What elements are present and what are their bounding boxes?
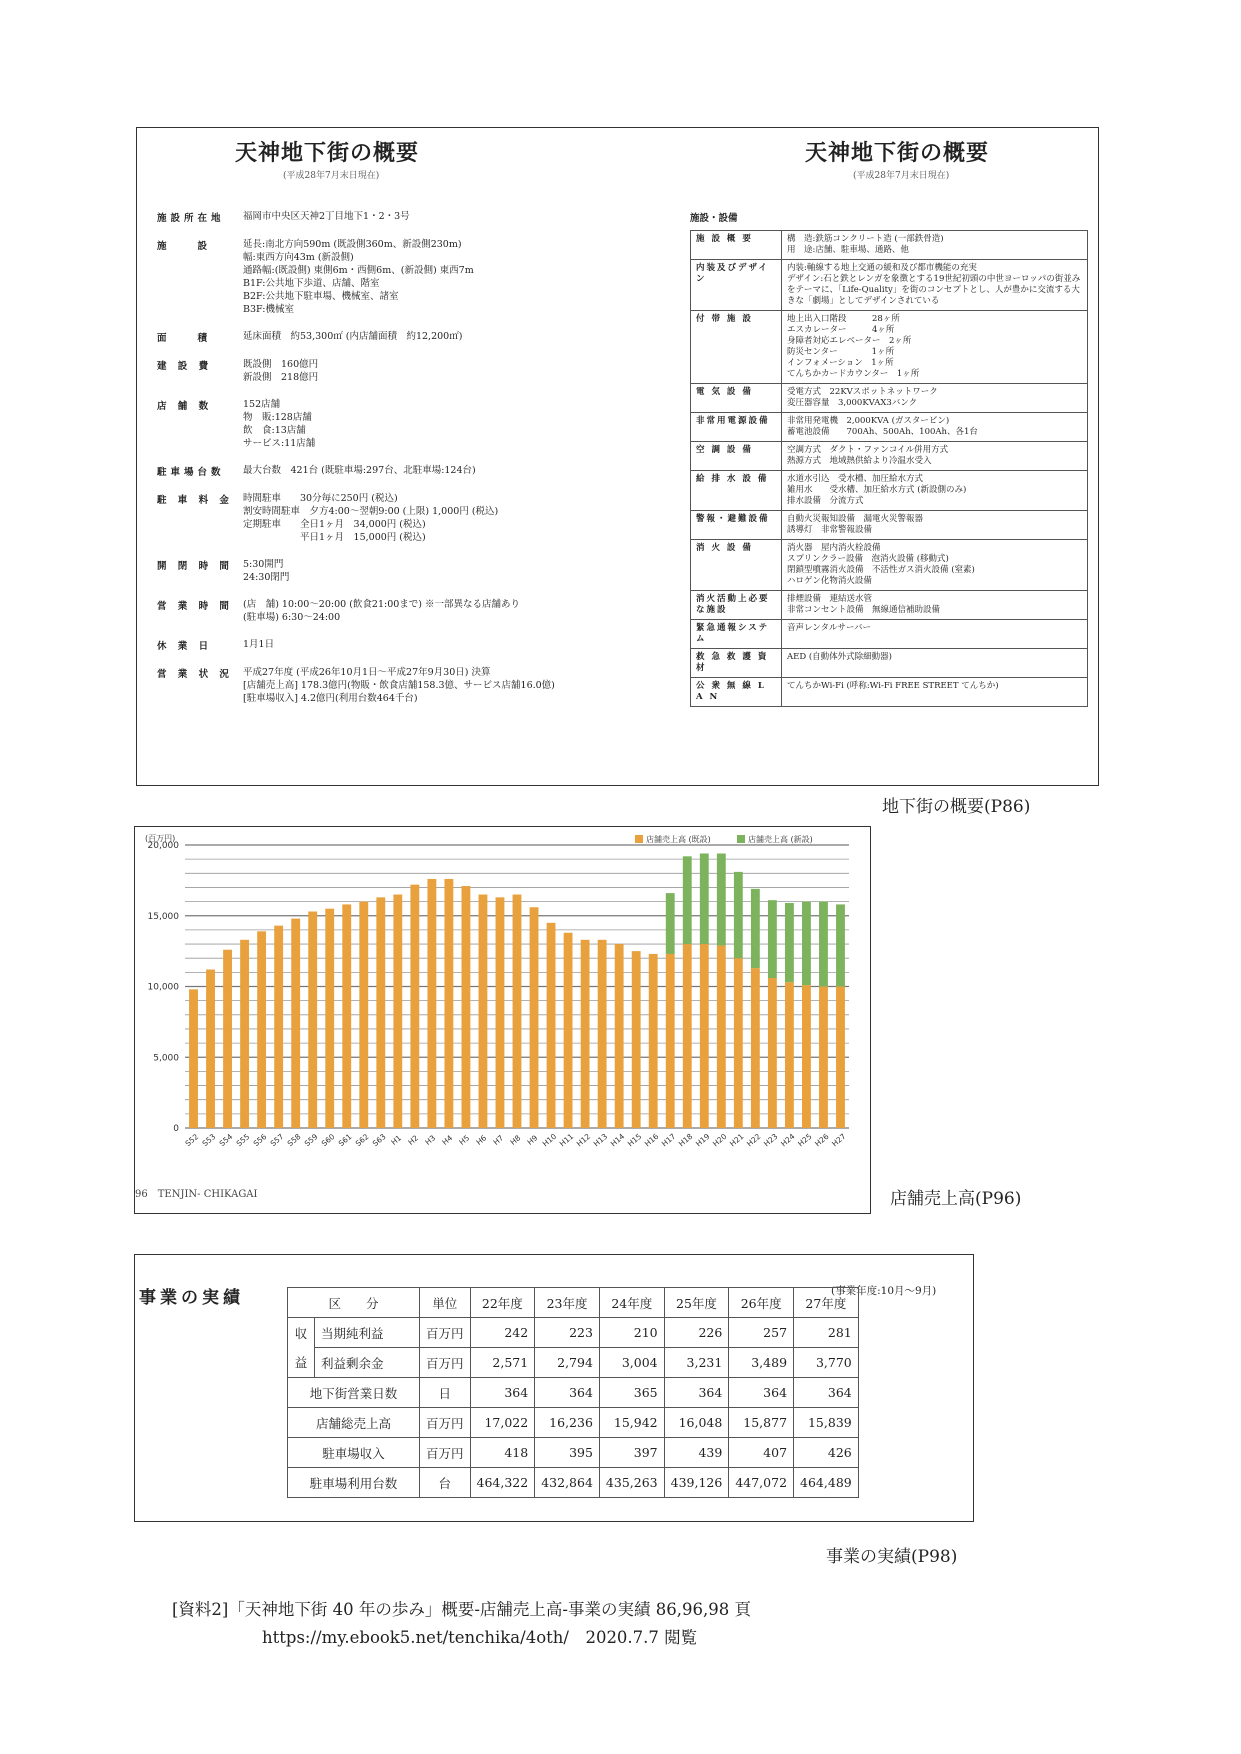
overview-row-value: 延長:南北方向590m (既設側360m、新設側230m) 幅:東西方向43m (新設側) 通路幅:(既設側) 東側6m・西側6m、(新設側) 東西7m B1F:公共地下歩道、店舗、階室 B2F:公共地下駐車場、機械室、諸室 B3F:機械室 [243, 239, 474, 315]
bar-existing [496, 897, 505, 1128]
results-header-cell: 区 分 [288, 1288, 420, 1318]
results-cell: 395 [535, 1438, 600, 1468]
bar-existing [257, 931, 266, 1128]
source-line-2: https://my.ebook5.net/tenchika/4oth/ 2020.7.7 閲覧 [262, 1628, 698, 1647]
bar-existing [768, 978, 777, 1128]
bar-existing [717, 945, 726, 1128]
bar-new [683, 856, 692, 944]
x-tick-label: H21 [728, 1131, 746, 1149]
bar-existing [189, 989, 198, 1128]
sales-chart-panel [134, 826, 871, 1214]
results-unit: 百万円 [420, 1408, 471, 1438]
facility-key: 警報・避難設備 [691, 511, 782, 540]
bar-existing [513, 895, 522, 1128]
facility-key: 緊急通報システム [691, 620, 782, 649]
overview-row-value: 平成27年度 (平成26年10月1日〜平成27年9月30日) 決算 [店舗売上高] 178.3億円(物販・飲食店舗158.3億、サービス店舗16.0億) [駐車場収入] 4.2億円(利用台数464千台) [243, 667, 555, 704]
bar-existing [223, 950, 232, 1128]
results-unit: 百万円 [420, 1438, 471, 1468]
results-cell: 439,126 [664, 1468, 729, 1498]
overview-panel [136, 127, 1099, 786]
results-cell: 439 [664, 1438, 729, 1468]
x-tick-label: H7 [491, 1133, 506, 1147]
x-tick-label: H8 [508, 1133, 523, 1147]
facility-key: 空 調 設 備 [691, 442, 782, 471]
results-cell: 426 [794, 1438, 859, 1468]
x-tick-label: S62 [353, 1132, 371, 1149]
bar-existing [444, 879, 453, 1128]
bar-existing [359, 902, 368, 1128]
results-row-label: 駐車場収入 [288, 1438, 420, 1468]
overview-title-left: 天神地下街の概要 [235, 140, 420, 166]
overview-row-key: 面 積 [157, 333, 212, 344]
facility-value: 水道水引込 受水槽、加圧給水方式 雑用水 受水槽、加圧給水方式 (新設側のみ) 排水設備 分流方式 [782, 471, 1088, 511]
facility-row [691, 649, 1088, 678]
facility-key: 消 火 設 備 [691, 540, 782, 591]
bar-existing [649, 954, 658, 1128]
x-tick-label: S63 [370, 1132, 388, 1149]
overview-row [157, 598, 597, 624]
overview-row-key: 店 舗 数 [157, 401, 213, 412]
caption-results: 事業の実績(P98) [826, 1547, 958, 1567]
overview-row-value: 延床面積 約53,300㎡ (内店舗面積 約12,200㎡) [243, 331, 463, 342]
overview-subtitle-right: (平成28年7月末日現在) [853, 171, 950, 181]
x-tick-label: H10 [540, 1131, 559, 1149]
legend-swatch [737, 835, 745, 843]
facility-row [691, 511, 1088, 540]
bar-existing [836, 987, 845, 1129]
results-cell: 364 [470, 1378, 535, 1408]
bar-new [734, 872, 743, 958]
results-cell: 257 [729, 1318, 794, 1348]
legend-swatch [635, 835, 643, 843]
results-cell: 242 [470, 1318, 535, 1348]
bar-existing [683, 944, 692, 1128]
sales-chart-svg [135, 827, 869, 1212]
results-cell: 364 [535, 1378, 600, 1408]
results-cell: 15,942 [599, 1408, 664, 1438]
facility-row [691, 540, 1088, 591]
x-tick-label: H20 [710, 1131, 729, 1149]
results-cell: 281 [794, 1318, 859, 1348]
results-cell: 407 [729, 1438, 794, 1468]
results-header-cell: 22年度 [470, 1288, 535, 1318]
y-tick-label: 5,000 [153, 1053, 179, 1064]
x-tick-label: H16 [642, 1131, 661, 1149]
bar-existing [325, 909, 334, 1128]
facility-row [691, 442, 1088, 471]
facility-value: 受電方式 22KVスポットネットワーク 変圧器容量 3,000KVAX3バンク [782, 384, 1088, 413]
facility-key: 消火活動上必要な施設 [691, 591, 782, 620]
bar-new [700, 853, 709, 944]
x-tick-label: S61 [336, 1132, 354, 1149]
overview-row-key: 施 設 [157, 241, 212, 252]
overview-row [157, 358, 597, 384]
facility-row [691, 413, 1088, 442]
x-tick-label: H12 [574, 1131, 593, 1149]
y-tick-label: 20,000 [147, 841, 179, 851]
bar-existing [751, 968, 760, 1128]
facility-value: 排煙設備 連結送水管 非常コンセント設備 無線通信補助設備 [782, 591, 1088, 620]
results-header-cell: 25年度 [664, 1288, 729, 1318]
facilities-table [690, 230, 1088, 707]
facility-value: 音声レンタルサーバー [782, 620, 1088, 649]
x-tick-label: H6 [474, 1133, 489, 1147]
bar-existing [479, 895, 488, 1128]
results-cell: 432,864 [535, 1468, 600, 1498]
bar-existing [615, 944, 624, 1128]
results-header-cell: 27年度 [794, 1288, 859, 1318]
x-tick-label: H27 [830, 1131, 848, 1149]
x-tick-label: H17 [659, 1131, 678, 1149]
results-cell: 15,839 [794, 1408, 859, 1438]
x-tick-label: H18 [676, 1131, 695, 1149]
results-cell: 210 [599, 1318, 664, 1348]
facility-key: 非常用電源設備 [691, 413, 782, 442]
overview-subtitle-left: (平成28年7月末日現在) [283, 171, 380, 181]
x-tick-label: H11 [557, 1131, 576, 1149]
results-unit: 百万円 [420, 1318, 471, 1348]
results-cell: 226 [664, 1318, 729, 1348]
facility-row [691, 678, 1088, 707]
x-tick-label: H19 [693, 1131, 712, 1149]
results-header-cell: 24年度 [599, 1288, 664, 1318]
legend-label: 店舗売上高 (新設) [748, 835, 813, 844]
results-row [288, 1348, 859, 1378]
results-note: (事業年度:10月〜9月) [831, 1285, 937, 1297]
results-cell: 447,072 [729, 1468, 794, 1498]
overview-row-key: 駐車場台数 [157, 467, 225, 478]
results-row [288, 1468, 859, 1498]
bar-new [785, 903, 794, 982]
results-row-label: 地下街営業日数 [288, 1378, 420, 1408]
x-tick-label: H5 [457, 1133, 472, 1147]
overview-row-value: 福岡市中央区天神2丁目地下1・2・3号 [243, 211, 410, 222]
results-row-label: 利益剰余金 [315, 1348, 420, 1378]
bar-existing [581, 940, 590, 1128]
facility-key: 給 排 水 設 備 [691, 471, 782, 511]
facility-row [691, 620, 1088, 649]
overview-row-value: 時間駐車 30分毎に250円 (税込) 割安時間駐車 夕方4:00〜翌朝9:00 (上限) 1,000円 (税込) 定期駐車 全日1ヶ月 34,000円 (税込) 平日1ヶ月 15,000円 (税込) [243, 493, 499, 543]
bar-new [751, 889, 760, 968]
results-cell: 364 [664, 1378, 729, 1408]
results-cell: 365 [599, 1378, 664, 1408]
overview-row-value: 既設側 160億円 新設側 218億円 [243, 359, 319, 383]
overview-row-value: (店 舗) 10:00〜20:00 (飲食21:00まで) ※一部異なる店舗あり (駐車場) 6:30〜24:00 [243, 599, 521, 623]
results-row-label: 駐車場利用台数 [288, 1468, 420, 1498]
results-group-label: 益 [288, 1348, 315, 1378]
x-tick-label: H26 [813, 1131, 831, 1149]
results-group-label: 収 [288, 1318, 315, 1348]
results-header-row [288, 1288, 859, 1318]
bar-existing [564, 933, 573, 1128]
bar-existing [700, 944, 709, 1128]
results-title: 事業の実績 [139, 1288, 244, 1308]
y-tick-label: 15,000 [147, 911, 179, 922]
results-cell: 15,877 [729, 1408, 794, 1438]
overview-left-list [157, 210, 597, 719]
overview-row [157, 638, 597, 652]
x-tick-label: S59 [302, 1132, 320, 1149]
results-row-label: 当期純利益 [315, 1318, 420, 1348]
overview-row-key: 駐 車 料 金 [157, 495, 233, 506]
y-tick-label: 10,000 [147, 982, 179, 993]
facility-row [691, 384, 1088, 413]
bar-existing [393, 895, 402, 1128]
results-unit: 百万円 [420, 1348, 471, 1378]
x-tick-label: H25 [796, 1131, 814, 1149]
overview-row-value: 1月1日 [243, 639, 275, 650]
bar-existing [666, 954, 675, 1128]
facility-value: てんちかWi-Fi (呼称:Wi-Fi FREE STREET てんちか) [782, 678, 1088, 707]
x-tick-label: H15 [625, 1131, 644, 1149]
facilities-heading: 施設・設備 [690, 213, 738, 224]
results-cell: 418 [470, 1438, 535, 1468]
results-row [288, 1408, 859, 1438]
bar-new [666, 893, 675, 954]
overview-row-value: 最大台数 421台 (既駐車場:297台、北駐車場:124台) [243, 465, 476, 476]
facility-value: 空調方式 ダクト・ファンコイル併用方式 熱源方式 地域熱供給より冷温水受入 [782, 442, 1088, 471]
results-cell: 2,571 [470, 1348, 535, 1378]
x-tick-label: H1 [389, 1133, 404, 1147]
results-cell: 3,231 [664, 1348, 729, 1378]
results-header-cell: 23年度 [535, 1288, 600, 1318]
facility-key: 付 帯 施 設 [691, 311, 782, 384]
results-cell: 3,770 [794, 1348, 859, 1378]
results-table [287, 1287, 859, 1498]
x-tick-label: S56 [251, 1132, 269, 1149]
x-tick-label: H13 [591, 1131, 610, 1149]
facility-key: 内装及びデザイン [691, 260, 782, 311]
x-tick-label: H4 [440, 1133, 455, 1147]
bar-existing [240, 940, 249, 1128]
facility-value: 消火器 屋内消火栓設備 スプリンクラー設備 泡消火設備 (移動式) 閉鎖型噴霧消火設備 不活性ガス消火設備 (窒素) ハロゲン化物消火設備 [782, 540, 1088, 591]
bar-existing [632, 951, 641, 1128]
bar-existing [785, 982, 794, 1128]
results-cell: 3,489 [729, 1348, 794, 1378]
overview-row [157, 464, 597, 478]
bar-new [819, 902, 828, 987]
overview-row [157, 666, 597, 705]
facility-row [691, 260, 1088, 311]
overview-row-value: 5:30開門 24:30閉門 [243, 559, 290, 583]
overview-row [157, 492, 597, 544]
x-tick-label: H14 [608, 1131, 627, 1149]
bar-existing [410, 885, 419, 1128]
results-cell: 364 [794, 1378, 859, 1408]
legend-label: 店舗売上高 (既設) [646, 835, 711, 844]
x-tick-label: S54 [217, 1132, 235, 1149]
results-cell: 16,236 [535, 1408, 600, 1438]
chart-footer: 96 TENJIN- CHIKAGAI [135, 1189, 258, 1200]
x-tick-label: H3 [423, 1133, 438, 1147]
results-cell: 2,794 [535, 1348, 600, 1378]
bar-existing [342, 904, 351, 1128]
facility-value: AED (自動体外式除細動器) [782, 649, 1088, 678]
y-axis-label: (百万円) [145, 834, 176, 843]
results-cell: 17,022 [470, 1408, 535, 1438]
results-unit: 日 [420, 1378, 471, 1408]
bar-existing [206, 970, 215, 1128]
y-tick-label: 0 [173, 1124, 179, 1134]
bar-new [717, 853, 726, 945]
x-tick-label: S57 [268, 1132, 286, 1149]
facilities-block [690, 210, 1088, 707]
overview-row [157, 210, 597, 224]
facility-value: 非常用発電機 2,000KVA (ガスタービン) 蓄電池設備 700Ah、500Ah、100Ah、各1台 [782, 413, 1088, 442]
bar-new [802, 902, 811, 985]
x-tick-label: S60 [319, 1132, 337, 1149]
caption-overview: 地下街の概要(P86) [882, 797, 1031, 817]
facility-key: 公 衆 無 線 L A N [691, 678, 782, 707]
bar-existing [461, 886, 470, 1128]
overview-row-key: 建 設 費 [157, 361, 213, 372]
x-tick-label: S58 [285, 1132, 303, 1149]
overview-row-key: 営 業 時 間 [157, 601, 233, 612]
results-cell: 364 [729, 1378, 794, 1408]
results-cell: 16,048 [664, 1408, 729, 1438]
facility-key: 救 急 救 護 資 材 [691, 649, 782, 678]
overview-row-key: 休 業 日 [157, 641, 213, 652]
source-line-1: [資料2]「天神地下街 40 年の歩み」概要-店舗売上高-事業の実績 86,96,98 頁 [172, 1600, 751, 1619]
overview-row-value: 152店舗 物 販:128店舗 飲 食:13店舗 サービス:11店舗 [243, 399, 316, 449]
bar-new [768, 900, 777, 978]
overview-title-right: 天神地下街の概要 [805, 140, 990, 166]
bar-existing [530, 907, 539, 1128]
results-cell: 397 [599, 1438, 664, 1468]
overview-row-key: 施設所在地 [157, 213, 225, 224]
caption-chart: 店舗売上高(P96) [890, 1189, 1022, 1209]
results-row-label: 店舗総売上高 [288, 1408, 420, 1438]
facility-value: 地上出入口階段 28ヶ所 エスカレーター 4ヶ所 身障者対応エレベーター 2ヶ所 防災センター 1ヶ所 インフォメーション 1ヶ所 てんちかカードカウンター 1ヶ所 [782, 311, 1088, 384]
facility-key: 施 設 概 要 [691, 231, 782, 260]
results-row [288, 1438, 859, 1468]
facility-value: 構 造:鉄筋コンクリート造 (一部鉄骨造) 用 途:店舗、駐車場、通路、他 [782, 231, 1088, 260]
facility-row [691, 591, 1088, 620]
results-row [288, 1378, 859, 1408]
results-cell: 464,489 [794, 1468, 859, 1498]
facility-row [691, 311, 1088, 384]
results-row [288, 1318, 859, 1348]
x-tick-label: S53 [200, 1132, 218, 1149]
overview-row [157, 330, 597, 344]
results-cell: 464,322 [470, 1468, 535, 1498]
bar-existing [547, 923, 556, 1128]
facility-value: 内装:軸線する地上交通の緩和及び都市機能の充実 デザイン:石と鉄とレンガを象徴とする19世紀初頭の中世ヨーロッパの街並みをテーマに、「Life-Quality」を街のコンセプトとし、人が豊かに交流する大きな「劇場」としてデザインされている [782, 260, 1088, 311]
bar-existing [291, 919, 300, 1128]
x-tick-label: H23 [762, 1131, 780, 1149]
results-cell: 435,263 [599, 1468, 664, 1498]
bar-existing [376, 897, 385, 1128]
x-tick-label: H24 [779, 1131, 797, 1149]
bar-existing [274, 926, 283, 1128]
results-unit: 台 [420, 1468, 471, 1498]
overview-row [157, 238, 597, 316]
results-cell: 223 [535, 1318, 600, 1348]
x-tick-label: S55 [234, 1132, 252, 1149]
overview-row-key: 開 閉 時 間 [157, 561, 233, 572]
x-tick-label: H22 [745, 1131, 763, 1149]
bar-existing [308, 912, 317, 1128]
results-cell: 3,004 [599, 1348, 664, 1378]
bar-new [836, 904, 845, 986]
results-header-cell: 26年度 [729, 1288, 794, 1318]
results-panel [134, 1254, 974, 1522]
overview-row [157, 558, 597, 584]
x-tick-label: H2 [406, 1133, 421, 1147]
overview-row-key: 営 業 状 況 [157, 669, 233, 680]
bar-existing [598, 940, 607, 1128]
overview-row [157, 398, 597, 450]
bar-existing [802, 985, 811, 1128]
bar-existing [734, 958, 743, 1128]
facility-key: 電 気 設 備 [691, 384, 782, 413]
x-tick-label: H9 [525, 1133, 540, 1147]
facility-row [691, 231, 1088, 260]
bar-existing [427, 879, 436, 1128]
x-tick-label: S52 [183, 1132, 201, 1149]
bar-existing [819, 987, 828, 1129]
results-header-cell: 単位 [420, 1288, 471, 1318]
facility-value: 自動火災報知設備 漏電火災警報器 誘導灯 非常警報設備 [782, 511, 1088, 540]
facility-row [691, 471, 1088, 511]
